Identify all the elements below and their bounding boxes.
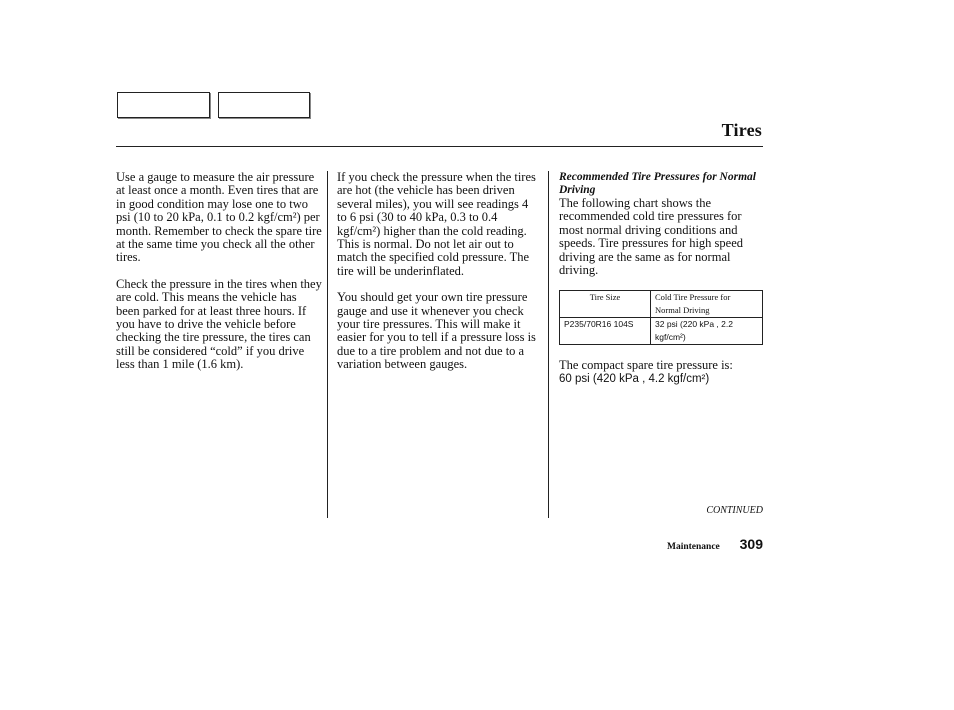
continued-label: CONTINUED — [706, 505, 763, 516]
table-cell-tire-size: P235/70R16 104S — [560, 318, 651, 345]
table-header-tire-size: Tire Size — [560, 291, 651, 318]
column-3 — [559, 171, 765, 386]
page-number: 309 — [739, 536, 763, 552]
cold-check-paragraph: Check the pressure in the tires when they are cold. This means the vehicle has been parked for at least three hours. If you have to drive the vehicle before checking the tire pressure, the tires can still be considered “cold” if you drive less than 1 mile (1.6 km). — [116, 276, 322, 372]
table-header-row — [560, 291, 763, 318]
column-2 — [337, 171, 541, 385]
column-divider-1 — [327, 171, 328, 518]
hot-tires-paragraph: If you check the pressure when the tires are hot (the vehicle has been driven several miles), you will see readings 4 to 6 psi (30 to 40 kPa, 0.3 to 0.4 kgf/cm²) higher than the cold reading. This is normal. Do not let air out to match the specified cold pressure. The tire will be underinflated. — [337, 170, 536, 278]
spare-tire-label: The compact spare tire pressure is: — [559, 358, 733, 373]
tire-pressure-table — [559, 290, 763, 345]
table-row — [560, 318, 763, 345]
spare-tire-value: 60 psi (420 kPa , 4.2 kgf/cm²) — [559, 372, 710, 385]
section-tab-box-1 — [117, 92, 210, 118]
page-title: Tires — [721, 120, 762, 140]
column-divider-2 — [548, 171, 549, 518]
column-1 — [116, 171, 322, 385]
section-tab-box-2 — [218, 92, 310, 118]
recommended-pressures-subhead: Recommended Tire Pressures for Normal Driving — [559, 171, 756, 196]
chart-intro-paragraph: The following chart shows the recommended cold tire pressures for most normal driving conditions and speeds. Tire pressures for high speed driving are the same as for normal driving. — [559, 196, 744, 278]
table-header-cold-pressure: Cold Tire Pressure for Normal Driving — [651, 291, 763, 318]
own-gauge-paragraph: You should get your own tire pressure gauge and use it whenever you check your tire pressures. This will make it easier for you to tell if a pressure loss is due to a tire problem and not due to a variation between gauges. — [337, 290, 536, 372]
footer-section-name: Maintenance — [667, 542, 720, 552]
header-rule — [116, 146, 763, 147]
table-cell-pressure: 32 psi (220 kPa , 2.2 kgf/cm²) — [651, 318, 763, 345]
gauge-paragraph: Use a gauge to measure the air pressure at least once a month. Even tires that are in good condition may lose one to two psi (10 to 20 kPa, 0.1 to 0.2 kgf/cm²) per month. Remember to check the spare tire at the same time you check all the other tires. — [116, 170, 322, 265]
